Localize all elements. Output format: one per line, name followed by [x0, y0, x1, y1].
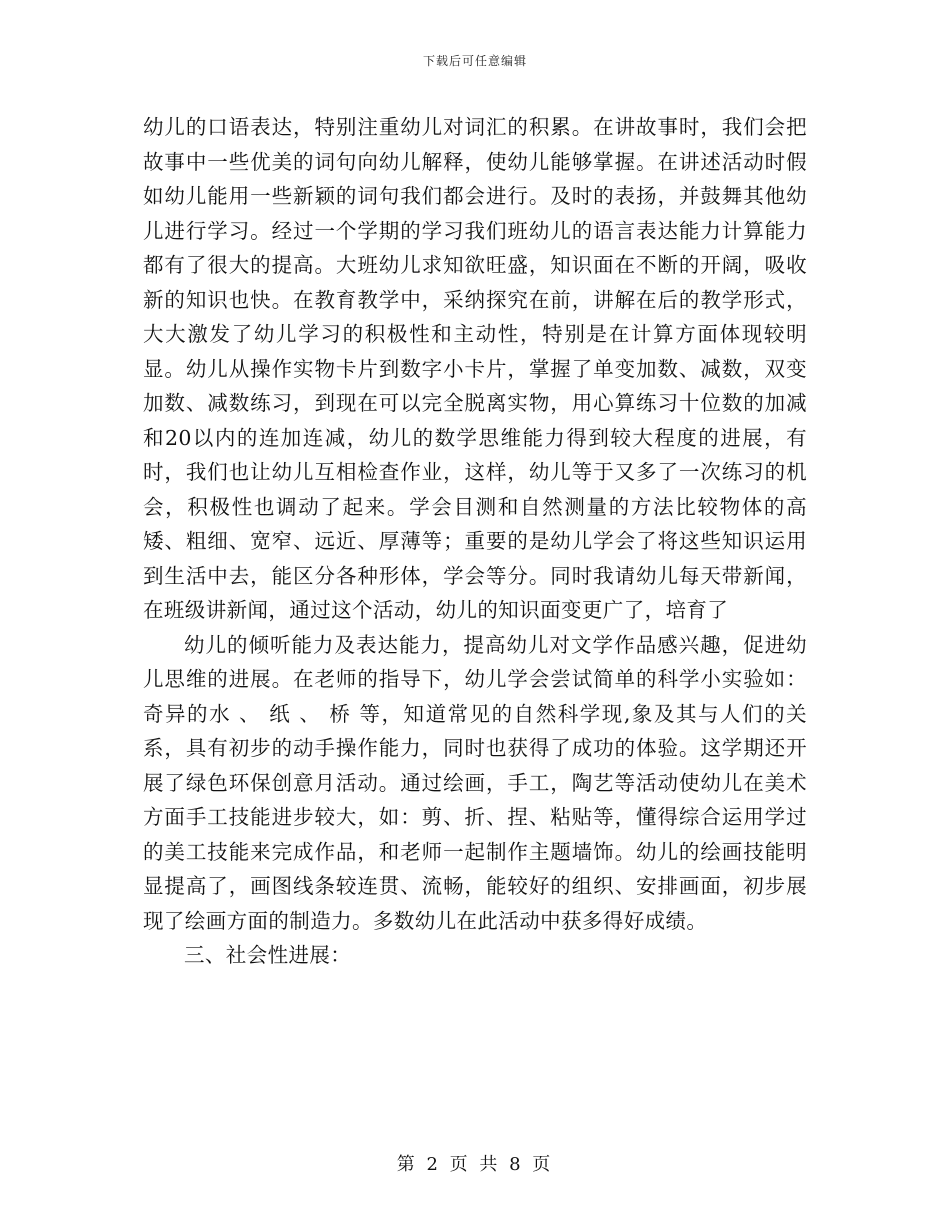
page-header: 下载后可任意编辑: [422, 54, 527, 68]
section-heading-social: 三、社会性进展：: [184, 943, 352, 967]
paragraph-continued: 幼儿的口语表达，特别注重幼儿对词汇的积累。在讲故事时，我们会把故事中一些优美的词句向幼儿解释，使幼儿能够掌握。在讲述活动时假如幼儿能用一些新颖的词句我们都会进行。及时的表扬，并鼓舞其他幼儿进行学习。经过一个学期的学习我们班幼儿的语言表达能力计算能力都有了很大的提高。大班幼儿求知欲旺盛，知识面在不断的开阔，吸收新的知识也快。在教育教学中，采纳探究在前，讲解在后的教学形式，大大激发了幼儿学习的积极性和主动性，特别是在计算方面体现较明显。幼儿从操作实物卡片到数字小卡片，掌握了单变加数、减数，双变加数、减数练习，到现在可以完全脱离实物，用心算练习十位数的加减和20以内的连加连减，幼儿的数学思维能力得到较大程度的进展，有时，我们也让幼儿互相检查作业，这样，幼儿等于又多了一次练习的机会，积极性也调动了起来。学会目测和自然测量的方法比较物体的高矮、粗细、宽窄、远近、厚薄等；重要的是幼儿学会了将这些知识运用到生活中去，能区分各种形体，学会等分。同时我请幼儿每天带新闻，在班级讲新闻，通过这个活动，幼儿的知识面变更广了，培育了: [143, 115, 807, 622]
paragraph-abilities: 幼儿的倾听能力及表达能力，提高幼儿对文学作品感兴趣，促进幼儿思维的进展。在老师的指导下，幼儿学会尝试简单的科学小实验如：奇异的水 、 纸 、 桥 等，知道常见的自然科学现,象及其与人们的关系，具有初步的动手操作能力，同时也获得了成功的体验。这学期还开展了绿色环保创意月活动。通过绘画，手工，陶艺等活动使幼儿在美术方面手工技能进步较大，如：剪、折、捏、粘贴等，懂得综合运用学过的美工技能来完成作品，和老师一起制作主题墙饰。幼儿的绘画技能明显提高了，画图线条较连贯、流畅，能较好的组织、安排画面，初步展现了绘画方面的制造力。多数幼儿在此活动中获多得好成绩。: [143, 632, 807, 933]
document-body: [143, 110, 807, 973]
page-number-footer: 第 2 页 共 8 页: [396, 1154, 554, 1175]
